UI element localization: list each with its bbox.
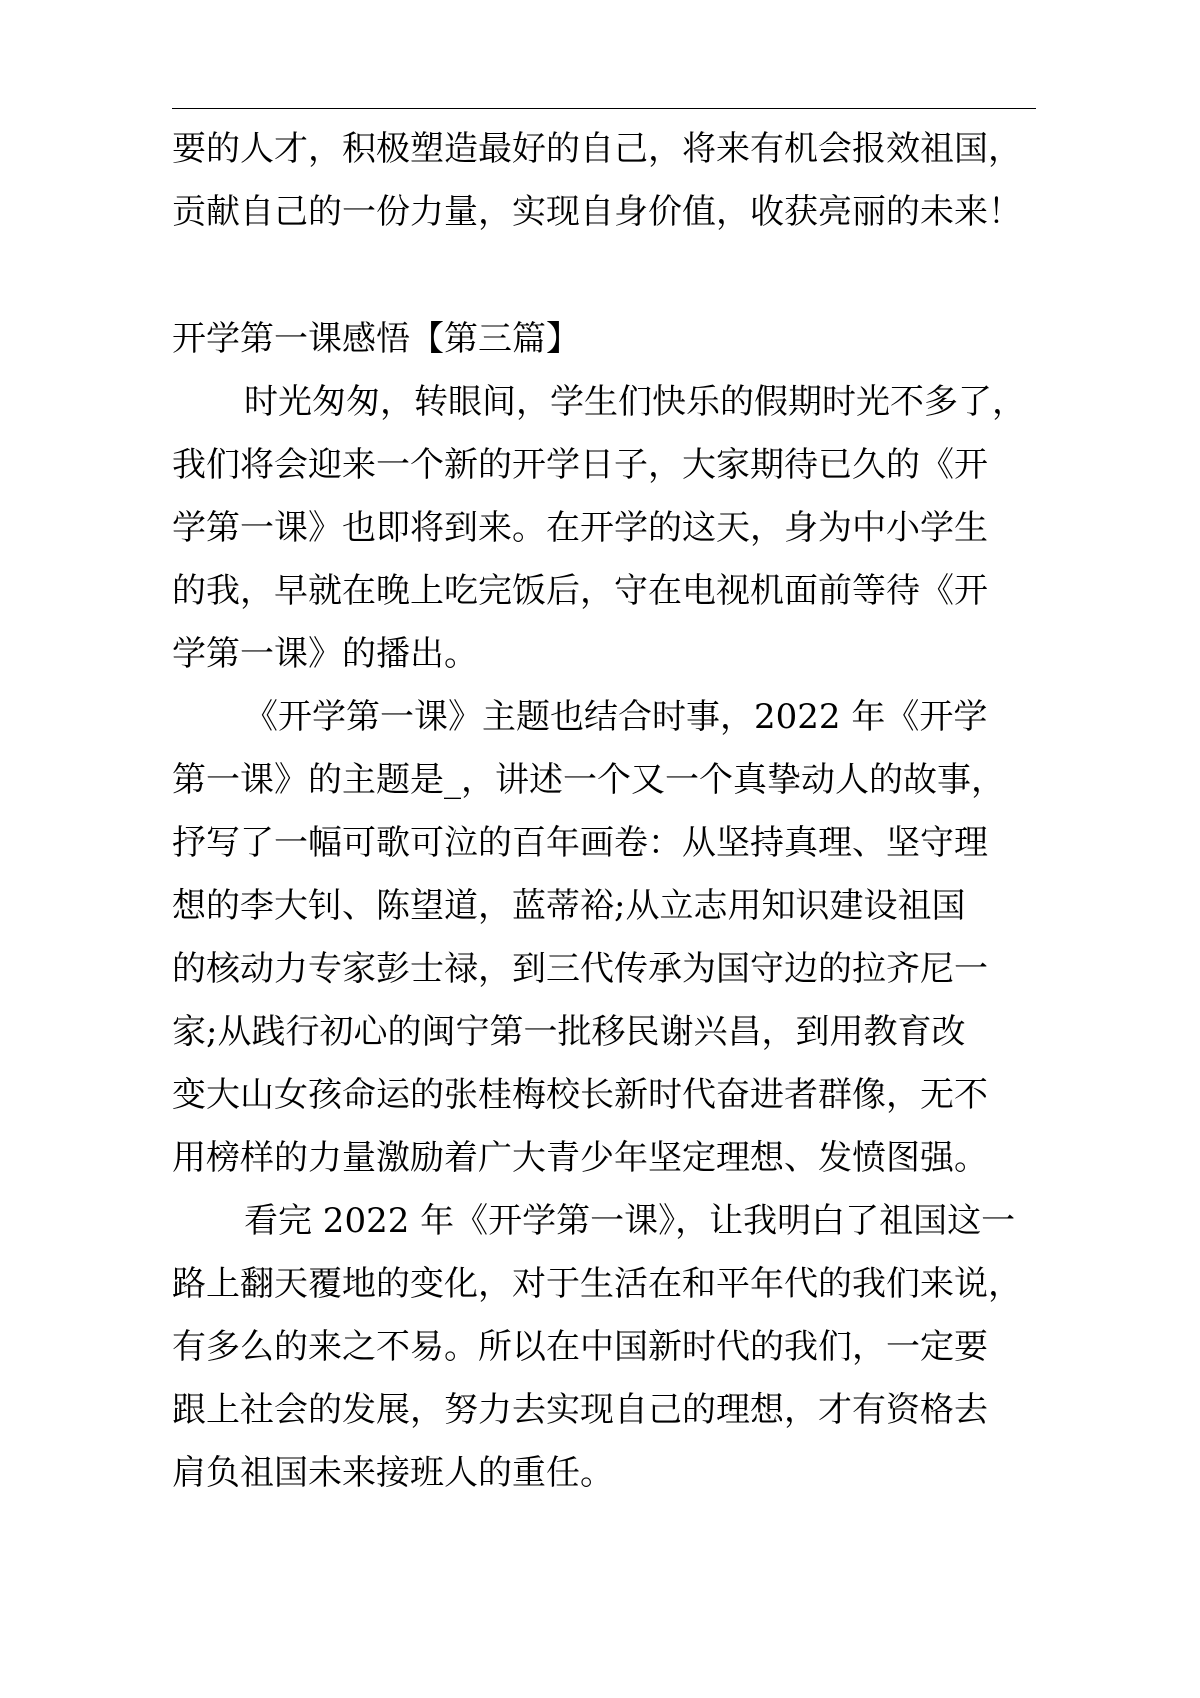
text-line: 变大山女孩命运的张桂梅校长新时代奋进者群像，无不 (172, 1075, 988, 1115)
carryover-paragraph (172, 118, 1072, 244)
text-line: 想的李大钊、陈望道，蓝蒂裕;从立志用知识建设祖国 (172, 886, 966, 926)
paragraph-1 (172, 371, 1072, 686)
paragraph-gap (172, 244, 1072, 308)
text-line: 要的人才，积极塑造最好的自己，将来有机会报效祖国， (172, 129, 1022, 169)
text-line: 看完 2022 年《开学第一课》，让我明白了祖国这一 (244, 1201, 1016, 1241)
text-line: 用榜样的力量激励着广大青少年坚定理想、发愤图强。 (172, 1138, 988, 1178)
text-line: 第一课》的主题是_，讲述一个又一个真挚动人的故事， (172, 760, 1005, 800)
text-line: 的核动力专家彭士禄，到三代传承为国守边的拉齐尼一 (172, 949, 988, 989)
section-title: 开学第一课感悟【第三篇】 (172, 319, 580, 359)
text-line: 《开学第一课》主题也结合时事，2022 年《开学 (244, 697, 988, 737)
text-line: 学第一课》的播出。 (172, 634, 478, 674)
text-line: 肩负祖国未来接班人的重任。 (172, 1453, 614, 1493)
text-line: 有多么的来之不易。所以在中国新时代的我们，一定要 (172, 1327, 988, 1367)
text-line: 我们将会迎来一个新的开学日子，大家期待已久的《开 (172, 445, 988, 485)
text-line: 抒写了一幅可歌可泣的百年画卷：从坚持真理、坚守理 (172, 823, 988, 863)
text-line: 跟上社会的发展，努力去实现自己的理想，才有资格去 (172, 1390, 988, 1430)
text-line: 家;从践行初心的闽宁第一批移民谢兴昌，到用教育改 (172, 1012, 966, 1052)
text-line: 的我，早就在晚上吃完饭后，守在电视机面前等待《开 (172, 571, 988, 611)
document-body (172, 118, 1072, 1505)
text-line: 路上翻天覆地的变化，对于生活在和平年代的我们来说， (172, 1264, 1022, 1304)
paragraph-2 (172, 686, 1072, 1190)
paragraph-3 (172, 1190, 1072, 1505)
text-line: 学第一课》也即将到来。在开学的这天，身为中小学生 (172, 508, 988, 548)
text-line: 时光匆匆，转眼间，学生们快乐的假期时光不多了， (244, 382, 1026, 422)
text-line: 贡献自己的一份力量，实现自身价值，收获亮丽的未来！ (172, 192, 1022, 232)
header-rule (172, 108, 1036, 109)
